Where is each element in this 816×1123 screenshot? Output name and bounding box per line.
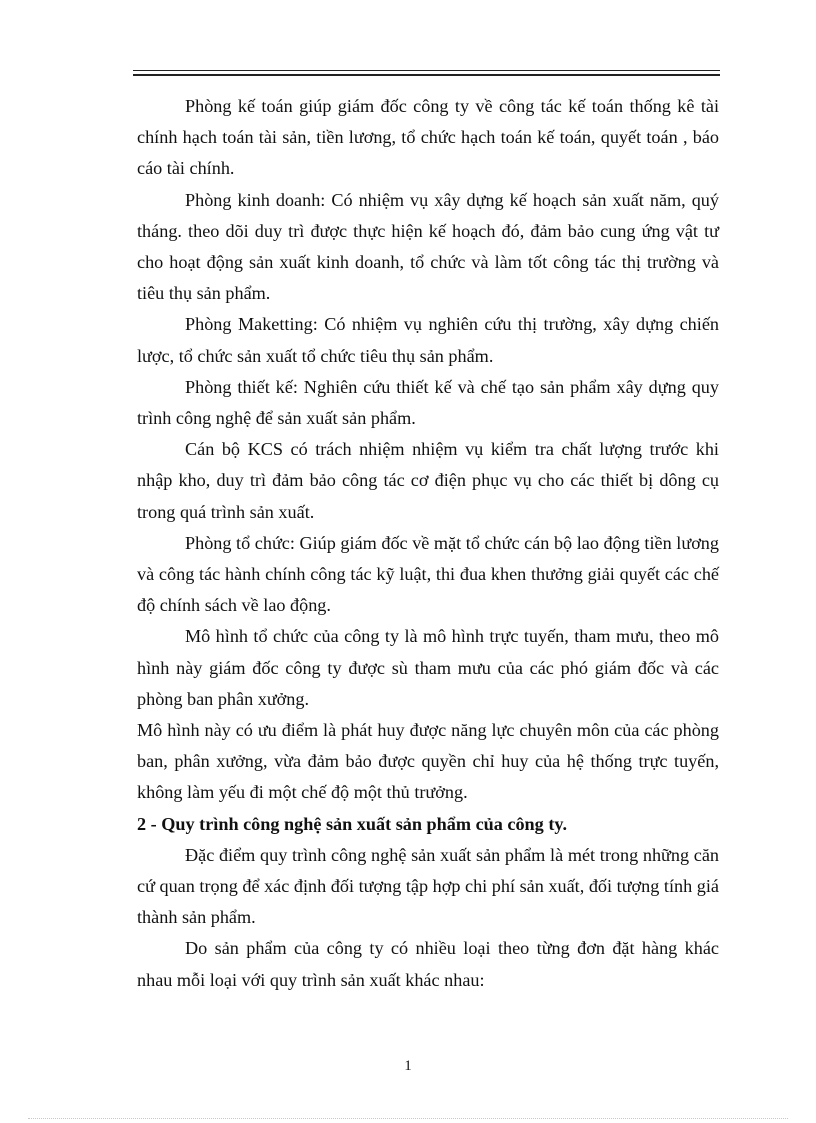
- page-number: 1: [404, 1058, 412, 1074]
- paragraph-model-advantages: Mô hình này có ưu điểm là phát huy được năng lực chuyên môn của các phòng ban, phân xưởng, vừa đảm bảo được quyền chỉ huy của hệ thống trực tuyến, không làm yếu đi một chế độ một thủ trưởng.: [137, 720, 719, 803]
- paragraph-business-dept: Phòng kinh doanh: Có nhiệm vụ xây dựng kế hoạch sản xuất năm, quý tháng. theo dõi duy trì được thực hiện kế hoạch đó, đảm bảo cung ứng vật tư cho hoạt động sản xuất kinh doanh, tổ chức và làm tốt công tác thị trường và tiêu thụ sản phẩm.: [137, 189, 719, 304]
- paragraph-product-types: Do sản phẩm của công ty có nhiều loại theo từng đơn đặt hàng khác nhau mỗi loại với quy trình sản xuất khác nhau:: [137, 938, 719, 990]
- section-heading: 2 - Quy trình công nghệ sản xuất sản phẩm của công ty.: [137, 813, 568, 834]
- paragraph-design-dept: Phòng thiết kế: Nghiên cứu thiết kế và chế tạo sản phẩm xây dựng quy trình công nghệ để sản xuất sản phẩm.: [137, 376, 719, 429]
- header-rule: [133, 70, 720, 76]
- paragraph-accounting-dept: Phòng kế toán giúp giám đốc công ty về công tác kế toán thống kê tài chính hạch toán tài sản, tiền lương, tổ chức hạch toán kế toán, quyết toán , báo cáo tài chính.: [137, 96, 719, 179]
- paragraph-org-model: Mô hình tổ chức của công ty là mô hình trực tuyến, tham mưu, theo mô hình này giám đốc công ty được sù tham mưu của các phó giám đốc và các phòng ban phân xưởng.: [137, 626, 719, 709]
- paragraph-organization-dept: Phòng tổ chức: Giúp giám đốc về mặt tổ chức cán bộ lao động tiền lương và công tác hành chính công tác kỹ luật, thi đua khen thưởng giải quyết các chế độ chính sách về lao động.: [137, 532, 719, 616]
- footer-rule: [28, 1118, 788, 1119]
- paragraph-process-features: Đặc điểm quy trình công nghệ sản xuất sản phẩm là mét trong những căn cứ quan trọng để xác định đối tượng tập hợp chi phí sản xuất, đối tượng tính giá thành sản phẩm.: [137, 844, 719, 928]
- paragraph-kcs-officer: Cán bộ KCS có trách nhiệm nhiệm vụ kiểm tra chất lượng trước khi nhập kho, duy trì đảm bảo công tác cơ điện phục vụ cho các thiết bị dông cụ trong quá trình sản xuất.: [137, 439, 719, 522]
- document-body: [137, 91, 719, 996]
- paragraph-marketing-dept: Phòng Maketting: Có nhiệm vụ nghiên cứu thị trường, xây dựng chiến lược, tổ chức sản xuất tổ chức tiêu thụ sản phẩm.: [137, 314, 719, 366]
